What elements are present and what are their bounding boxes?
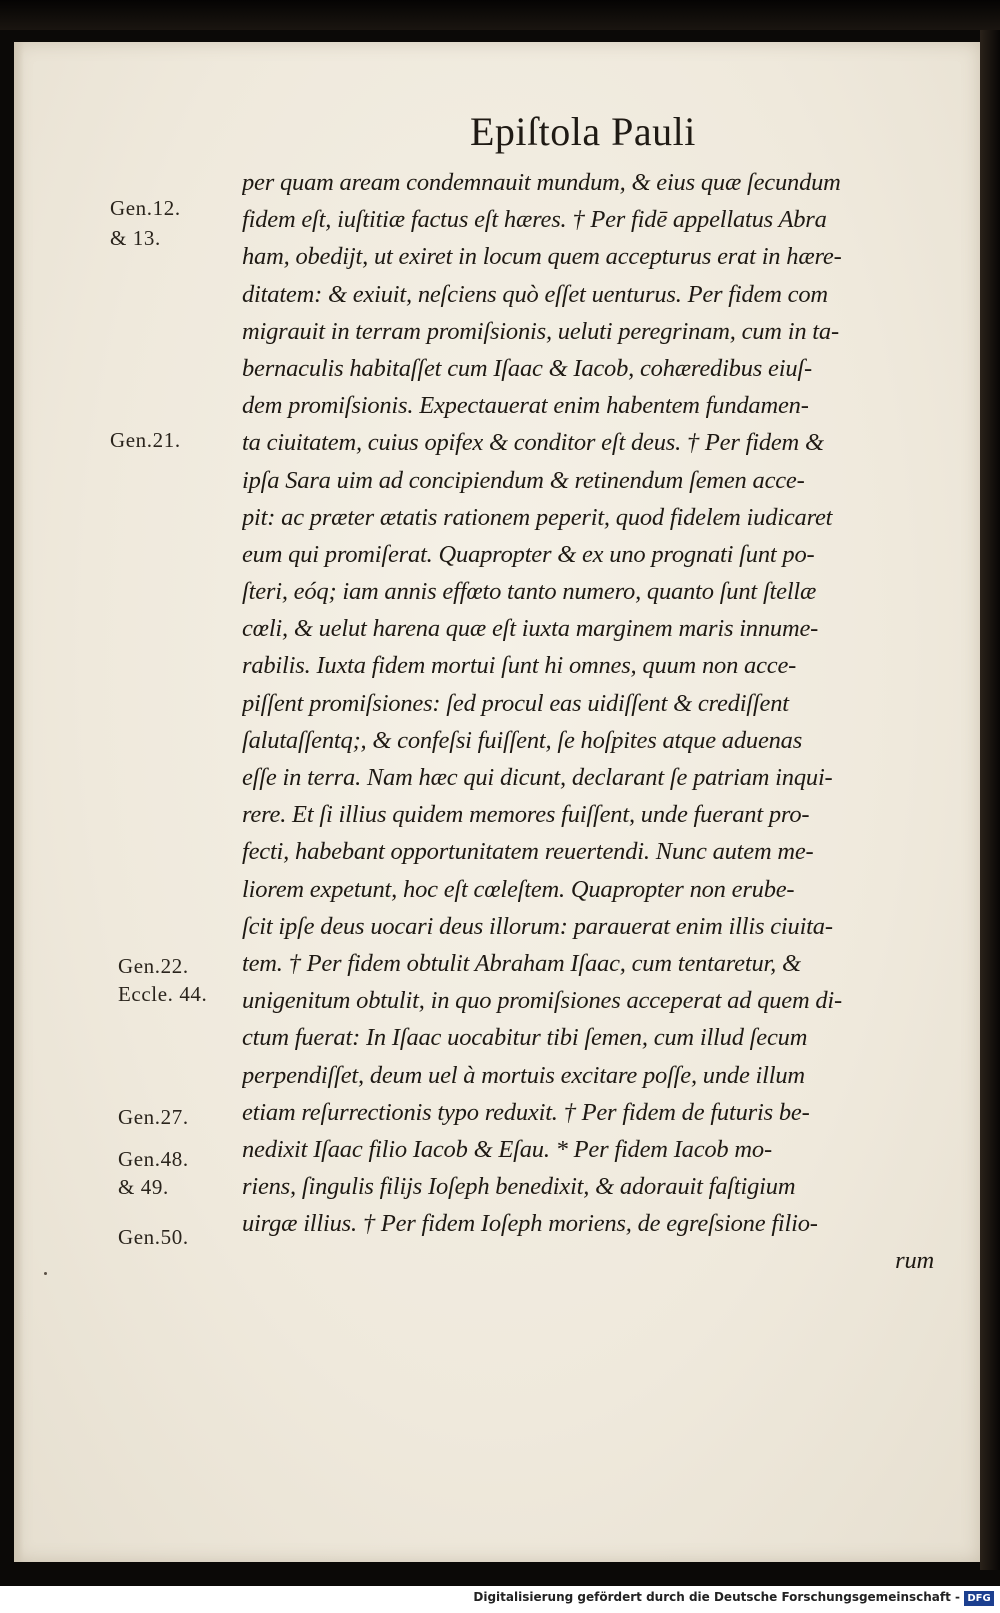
text-line: per quam aream condemnauit mundum, & eius quæ ſecundum — [242, 169, 841, 196]
text-line: ta ciuitatem, cuius opifex & conditor eſt deus. † Per fidem & — [242, 429, 824, 457]
catchword: rum — [895, 1247, 934, 1275]
margin-note-gen-50: Gen.50. — [118, 1225, 189, 1249]
margin-note-and-13: & 13. — [110, 226, 161, 250]
text-line: ham, obedijt, ut exiret in locum quem accepturus erat in hære- — [242, 243, 842, 271]
text-line: unigenitum obtulit, in quo promiſsiones acceperat ad quem di- — [242, 987, 843, 1015]
text-line: ſcit ipſe deus uocari deus illorum: parauerat enim illis ciuita- — [242, 912, 833, 940]
text-line: migrauit in terram promiſsionis, ueluti peregrinam, cum in ta- — [242, 317, 839, 345]
text-line: eſſe in terra. Nam hæc qui dicunt, declarant ſe patriam inqui- — [242, 764, 833, 791]
text-line: bernaculis habitaſſet cum Iſaac & Iacob, cohæredibus eiuſ- — [242, 354, 812, 382]
footer-bar — [0, 1586, 1000, 1613]
margin-note-gen-27: Gen.27. — [118, 1105, 189, 1129]
text-line: rere. Et ſi illius quidem memores fuiſſent, unde fuerant pro- — [242, 801, 810, 829]
dfg-logo: DFG — [964, 1591, 994, 1606]
margin-note-gen-21: Gen.21. — [110, 428, 181, 452]
margin-note-and-49: & 49. — [118, 1175, 169, 1199]
text-line: eum qui promiſerat. Quapropter & ex uno prognati ſunt po- — [242, 540, 815, 568]
text-line: nedixit Iſaac filio Iacob & Eſau. * Per fidem Iacob mo- — [242, 1135, 772, 1163]
text-line: ſalutaſſentq;, & confeſsi fuiſſent, ſe hoſpites atque aduenas — [242, 726, 803, 754]
text-line: tem. † Per fidem obtulit Abraham Iſaac, cum tentaretur, & — [242, 949, 801, 977]
page-gutter-shadow — [14, 42, 24, 1562]
text-line: piſſent promiſsiones: ſed procul eas uidiſſent & crediſſent — [242, 689, 789, 717]
text-line: pit: ac præter ætatis rationem peperit, quod fidelem iudicaret — [242, 503, 833, 531]
text-line: riens, ſingulis filijs Ioſeph benedixit, & adorauit faſtigium — [242, 1173, 796, 1201]
margin-note-gen-48: Gen.48. — [118, 1147, 189, 1171]
scan-right-border — [980, 30, 1000, 1570]
running-head: Epiſtola Pauli — [470, 109, 696, 154]
text-line: fidem eſt, iuſtitiæ factus eſt hæres. † Per fidē appellatus Abra — [242, 206, 827, 234]
margin-note-gen-12: Gen.12. — [110, 196, 181, 220]
margin-note-gen-22: Gen.22. — [118, 954, 189, 978]
text-line: liorem expetunt, hoc eſt cœleſtem. Quapropter non erube- — [242, 875, 795, 903]
text-line: fecti, habebant opportunitatem reuertendi. Nunc autem me- — [242, 838, 814, 866]
text-line: dem promiſsionis. Expectauerat enim habentem fundamen- — [242, 392, 809, 420]
text-line: ditatem: & exiuit, neſciens quò eſſet uenturus. Per fidem com — [242, 280, 828, 308]
text-line: rabilis. Iuxta fidem mortui ſunt hi omnes, quum non acce- — [242, 652, 797, 680]
margin-note-eccle-44: Eccle. 44. — [118, 982, 208, 1006]
text-line: cœli, & uelut harena quæ eſt iuxta marginem maris innume- — [242, 615, 819, 643]
paper-speck — [44, 1272, 47, 1275]
text-line: ctum fuerat: In Iſaac uocabitur tibi ſemen, cum illud ſecum — [242, 1024, 808, 1052]
text-line: etiam reſurrectionis typo reduxit. † Per fidem de futuris be- — [242, 1098, 810, 1126]
text-line: ſteri, eóq; iam annis effœto tanto numero, quanto ſunt ſtellæ — [242, 578, 817, 606]
text-line: perpendiſſet, deum uel à mortuis excitare poſſe, unde illum — [242, 1061, 805, 1089]
footer-credit: Digitalisierung gefördert durch die Deutsche Forschungsgemeinschaft - — [473, 1590, 960, 1604]
text-line: ipſa Sara uim ad concipiendum & retinendum ſemen acce- — [242, 466, 805, 494]
main-text-block — [242, 164, 942, 1280]
text-line: uirgæ illius. † Per fidem Ioſeph moriens, de egreſsione filio- — [242, 1210, 818, 1238]
scan-top-border — [0, 0, 1000, 30]
